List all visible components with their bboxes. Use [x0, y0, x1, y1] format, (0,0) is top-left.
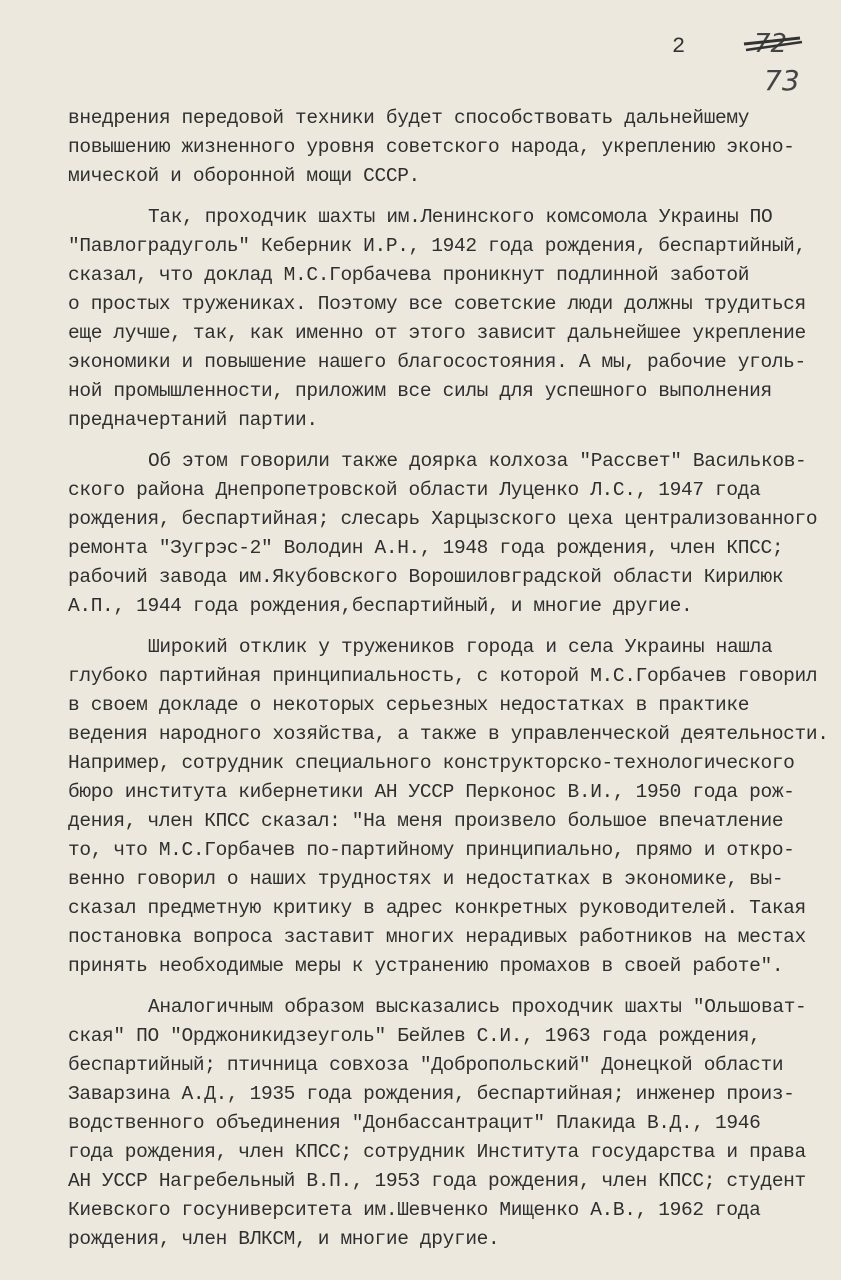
text-line: ной промышленности, приложим все силы для успешного выполнения: [68, 380, 772, 402]
text-line: бюро института кибернетики АН УССР Перконос В.И., 1950 года рож-: [68, 781, 795, 803]
text-line: дения, член КПСС сказал: "На меня произвело большое впечатление: [68, 810, 784, 832]
text-line: беспартийный; птичница совхоза "Добропольский" Донецкой области: [68, 1054, 784, 1076]
text-line: о простых тружениках. Поэтому все советские люди должны трудиться: [68, 293, 806, 315]
paragraph: [68, 104, 828, 191]
text-line: А.П., 1944 года рождения,беспартийный, и многие другие.: [68, 595, 693, 617]
text-line: ремонта "Зугрэс-2" Володин А.Н., 1948 года рождения, член КПСС;: [68, 537, 784, 559]
text-line: рабочий завода им.Якубовского Ворошиловградской области Кирилюк: [68, 566, 784, 588]
text-line: года рождения, член КПСС; сотрудник Института государства и права: [68, 1141, 806, 1163]
text-line: ская" ПО "Орджоникидзеуголь" Бейлев С.И., 1963 года рождения,: [68, 1025, 761, 1047]
text-line: АН УССР Нагребельный В.П., 1953 года рождения, член КПСС; студент: [68, 1170, 806, 1192]
text-line: Заварзина А.Д., 1935 года рождения, беспартийная; инженер произ-: [68, 1083, 795, 1105]
document-body: [68, 104, 828, 1266]
handwritten-archive-number: [740, 22, 820, 102]
text-line: рождения, член ВЛКСМ, и многие другие.: [68, 1228, 500, 1250]
text-line: повышению жизненного уровня советского народа, укреплению эконо-: [68, 136, 795, 158]
text-line: постановка вопроса заставит многих нерадивых работников на местах: [68, 926, 806, 948]
text-line: венно говорил о наших трудностях и недостатках в экономике, вы-: [68, 868, 784, 890]
text-line: ведения народного хозяйства, а также в управленческой деятельности.: [68, 723, 829, 745]
text-line: рождения, беспартийная; слесарь Харцызского цеха централизованного: [68, 508, 818, 530]
paragraph: [68, 203, 828, 435]
svg-text:72: 72: [754, 29, 788, 59]
text-line: то, что М.С.Горбачев по-партийному принципиально, прямо и откро-: [68, 839, 795, 861]
text-line: сказал, что доклад М.С.Горбачева проникнут подлинной заботой: [68, 264, 750, 286]
text-line: внедрения передовой техники будет способствовать дальнейшему: [68, 107, 750, 129]
text-line: сказал предметную критику в адрес конкретных руководителей. Такая: [68, 897, 806, 919]
paragraph: [68, 633, 828, 981]
text-line: экономики и повышение нашего благосостояния. А мы, рабочие уголь-: [68, 351, 806, 373]
text-line: принять необходимые меры к устранению промахов в своей работе".: [68, 955, 784, 977]
text-line: Об этом говорили также доярка колхоза "Рассвет" Васильков-: [148, 450, 807, 472]
text-line: Так, проходчик шахты им.Ленинского комсомола Украины ПО: [148, 206, 773, 228]
text-line: Широкий отклик у тружеников города и села Украины нашла: [148, 636, 773, 658]
text-line: Аналогичным образом высказались проходчик шахты "Ольшоват-: [148, 996, 807, 1018]
paragraph: [68, 993, 828, 1254]
text-line: в своем докладе о некоторых серьезных недостатках в практике: [68, 694, 750, 716]
text-line: мической и оборонной мощи СССР.: [68, 165, 420, 187]
text-line: Например, сотрудник специального конструкторско-технологического: [68, 752, 795, 774]
text-line: водственного объединения "Донбассантрацит" Плакида В.Д., 1946: [68, 1112, 761, 1134]
text-line: еще лучше, так, как именно от этого зависит дальнейшее укрепление: [68, 322, 806, 344]
text-line: предначертаний партии.: [68, 409, 318, 431]
text-line: Киевского госуниверситета им.Шевченко Мищенко А.В., 1962 года: [68, 1199, 761, 1221]
page-number: 2: [672, 34, 686, 59]
text-line: глубоко партийная принципиальность, с которой М.С.Горбачев говорил: [68, 665, 818, 687]
paragraph: [68, 447, 828, 621]
text-line: ского района Днепропетровской области Луценко Л.С., 1947 года: [68, 479, 761, 501]
svg-text:73: 73: [764, 64, 800, 97]
text-line: "Павлоградуголь" Кеберник И.Р., 1942 года рождения, беспартийный,: [68, 235, 806, 257]
